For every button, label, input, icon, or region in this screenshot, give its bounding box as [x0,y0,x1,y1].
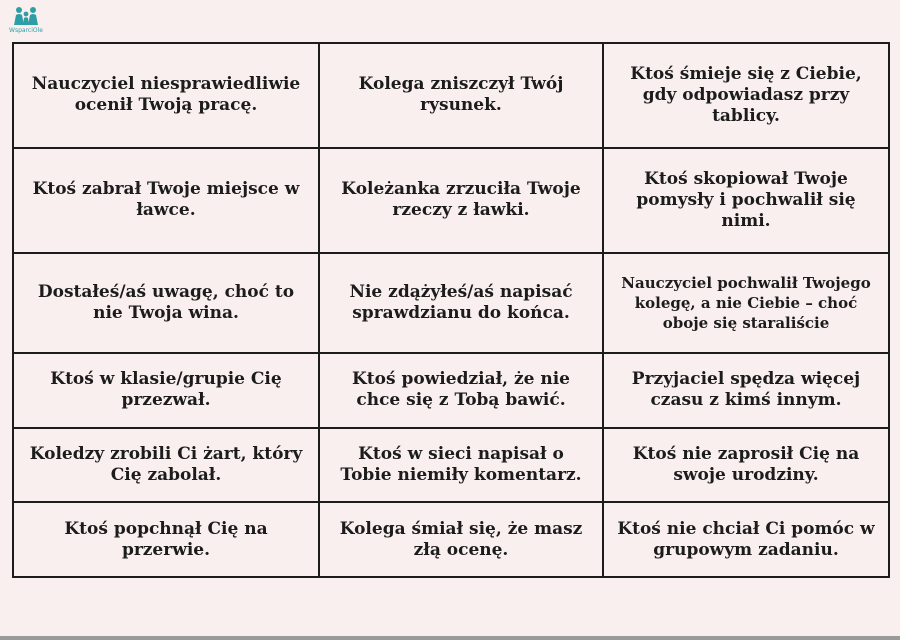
card-text: Ktoś powiedział, że nie chce się z Tobą bawić. [351,369,570,411]
card-text: Ktoś śmieje się z Ciebie, gdy odpowiadasz przy tablicy. [630,63,862,126]
scenario-card [13,353,319,428]
card-row [13,353,889,428]
card-text: Nie zdążyłeś/aś napisać sprawdzianu do końca. [349,281,573,323]
scenario-card [319,253,603,353]
scenario-card [319,353,603,428]
card-row [13,253,889,353]
bottom-divider [0,636,900,640]
card-text: Ktoś w sieci napisał o Tobie niemiły komentarz. [340,443,582,485]
card-row [13,148,889,253]
scenario-card [13,148,319,253]
card-row [13,428,889,503]
scenario-card [319,148,603,253]
card-text: Kolega śmiał się, że masz złą ocenę. [339,518,583,560]
scenario-card [603,253,889,353]
card-text: Nauczyciel pochwalił Twojego kolegę, a nie Ciebie – choć oboje się staraliście [621,273,871,332]
card-text: Ktoś nie zaprosił Cię na swoje urodziny. [632,443,860,485]
scenario-card [13,428,319,503]
scenario-card [603,43,889,148]
card-text: Przyjaciel spędza więcej czasu z kimś innym. [631,369,861,411]
scenario-card [603,148,889,253]
scenario-card [603,353,889,428]
scenario-card [13,43,319,148]
logo [6,6,46,36]
card-text: Ktoś w klasie/grupie Cię przezwał. [50,369,282,411]
card-text: Dostałeś/aś uwagę, choć to nie Twoja wina. [37,281,295,323]
card-text: Koleżanka zrzuciła Twoje rzeczy z ławki. [341,179,581,221]
scenario-card-grid [12,42,890,578]
card-text: Ktoś nie chciał Ci pomóc w grupowym zadaniu. [617,518,875,560]
card-text: Koledzy zrobili Ci żart, który Cię zabolał. [29,443,303,485]
scenario-card [13,253,319,353]
scenario-card [319,43,603,148]
card-text: Kolega zniszczył Twój rysunek. [358,74,564,116]
scenario-card [319,502,603,577]
card-text: Nauczyciel niesprawiedliwie ocenił Twoją pracę. [31,74,301,116]
scenario-card [13,502,319,577]
card-text: Ktoś skopiował Twoje pomysły i pochwalił się nimi. [636,168,856,231]
card-row [13,43,889,148]
scenario-card [319,428,603,503]
card-text: Ktoś zabrał Twoje miejsce w ławce. [32,179,300,221]
people-family-icon [12,6,40,26]
scenario-card [603,502,889,577]
scenario-card [603,428,889,503]
card-row [13,502,889,577]
card-text: Ktoś popchnął Cię na przerwie. [64,518,268,560]
logo-text: WsparciOle [9,27,43,34]
